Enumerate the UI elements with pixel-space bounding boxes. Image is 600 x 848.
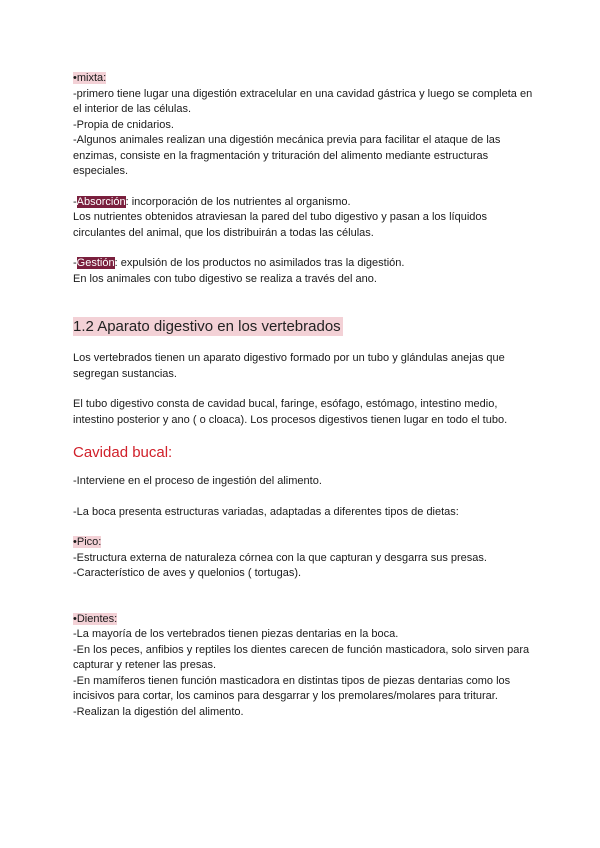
mixta-label-highlight xyxy=(73,72,106,84)
dientes-label: Dientes xyxy=(76,612,115,625)
section-dientes xyxy=(73,612,533,721)
section-gestion xyxy=(73,256,533,287)
absorcion-heading xyxy=(73,195,533,211)
dientes-line: -Realizan la digestión del alimento. xyxy=(73,705,244,718)
pico-label-highlight xyxy=(73,536,101,548)
absorcion-dash: - xyxy=(73,195,77,208)
gestion-line: En los animales con tubo digestivo se realiza a través del ano. xyxy=(73,272,377,285)
pico-line: -Estructura externa de naturaleza córnea con la que capturan y desgarra sus presas. xyxy=(73,551,487,564)
cavidad-line: -La boca presenta estructuras variadas, adaptadas a diferentes tipos de dietas: xyxy=(73,505,459,518)
mixta-line: -Algunos animales realizan una digestión mecánica previa para facilitar el ataque de las enzimas, consiste en la fragmentación y trituración del alimento mediante estructuras especiales. xyxy=(73,134,501,177)
gestion-definition: : expulsión de los productos no asimilados tras la digestión. xyxy=(114,257,405,269)
dientes-label-highlight xyxy=(73,613,117,625)
document-content xyxy=(73,71,533,735)
pico-colon: : xyxy=(98,536,102,548)
gestion-dash: - xyxy=(73,257,77,269)
gestion-heading xyxy=(73,256,533,272)
mixta-label: mixta xyxy=(76,72,104,84)
cavidad-line: -Interviene en el proceso de ingestión del alimento. xyxy=(73,475,322,487)
absorcion-label: Absorción xyxy=(76,195,126,208)
absorcion-definition: : incorporación de los nutrientes al organismo. xyxy=(125,195,351,208)
section-mixta xyxy=(73,71,533,180)
mixta-line: -Propia de cnidarios. xyxy=(73,118,174,131)
dientes-line: -La mayoría de los vertebrados tienen piezas dentarias en la boca. xyxy=(73,628,399,640)
section-absorcion xyxy=(73,195,533,242)
mixta-colon: : xyxy=(103,72,107,84)
dientes-heading xyxy=(73,612,533,628)
bullet-icon: • xyxy=(73,536,77,548)
paragraph-vertebrados: Los vertebrados tienen un aparato digestivo formado por un tubo y glándulas anejas que segregan sustancias. xyxy=(73,352,505,380)
paragraph-tubo-digestivo: El tubo digestivo consta de cavidad bucal, faringe, esófago, estómago, intestino medio, intestino posterior y ano ( o cloaca). Los procesos digestivos tienen lugar en todo el tubo. xyxy=(73,398,508,426)
pico-heading xyxy=(73,535,533,551)
bullet-icon: • xyxy=(73,612,77,625)
dientes-line: -En mamíferos tienen función masticadora en distintas tipos de piezas dentarias como los incisivos para cortar, los caminos para desgarrar y los premolares/molares para triturar. xyxy=(73,674,511,702)
heading-vertebrados-text: 1.2 Aparato digestivo en los vertebrados xyxy=(73,318,341,335)
gestion-label: Gestión xyxy=(76,257,115,269)
spacer xyxy=(73,597,533,612)
absorcion-line: Los nutrientes obtenidos atraviesan la pared del tubo digestivo y pasan a los líquidos circulantes del animal, que los distribuirán a todas las células. xyxy=(73,211,487,239)
dientes-line: -En los peces, anfibios y reptiles los dientes carecen de función masticadora, solo sirven para capturar y retener las presas. xyxy=(73,643,530,671)
mixta-heading xyxy=(73,71,533,87)
section-pico xyxy=(73,535,533,582)
heading-cavidad-bucal: Cavidad bucal: xyxy=(73,444,173,461)
pico-label: Pico xyxy=(76,536,99,548)
pico-line: -Característico de aves y quelonios ( tortugas). xyxy=(73,567,302,579)
bullet-icon: • xyxy=(73,72,77,84)
dientes-colon: : xyxy=(114,612,118,625)
mixta-line: -primero tiene lugar una digestión extracelular en una cavidad gástrica y luego se completa en el interior de las células. xyxy=(73,87,533,115)
heading-vertebrados xyxy=(73,317,533,337)
